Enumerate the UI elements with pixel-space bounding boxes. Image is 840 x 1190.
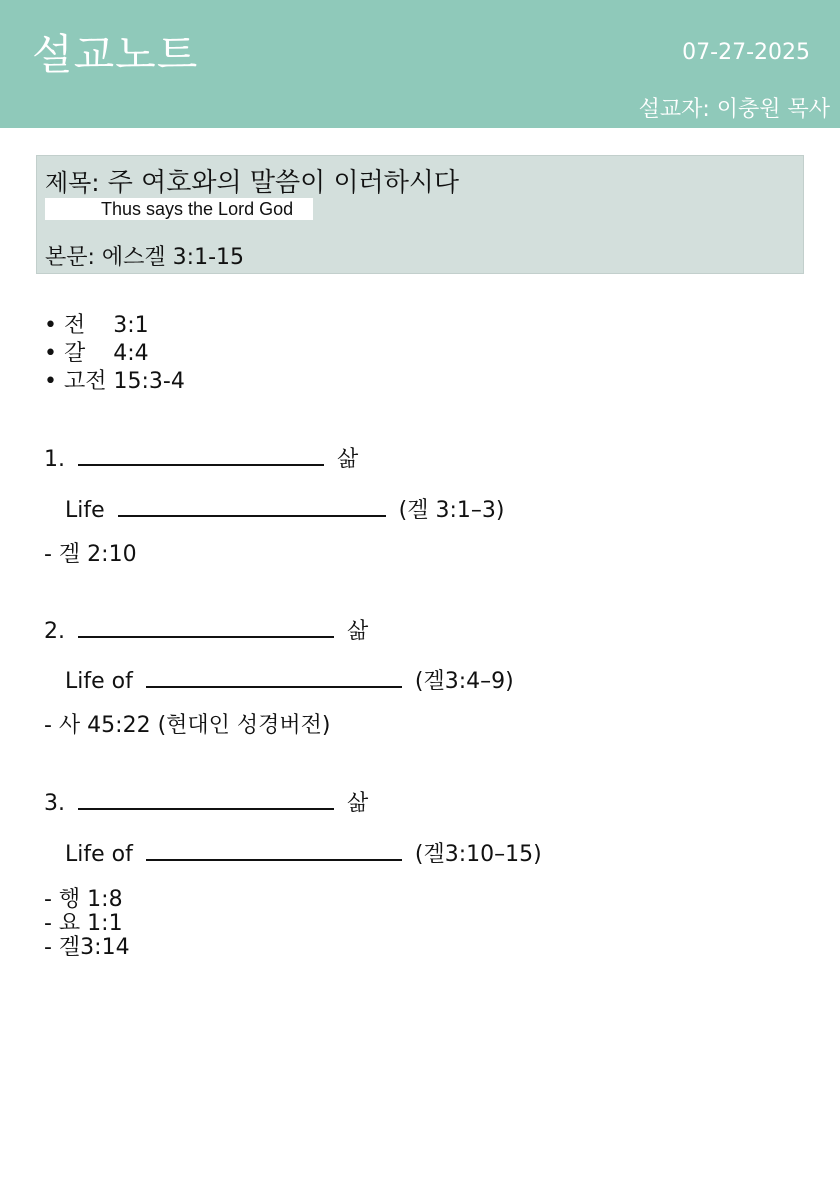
point-2-life-line bbox=[65, 664, 514, 695]
fill-in-blank[interactable] bbox=[78, 788, 334, 810]
reference-item: • 전 3:1 bbox=[44, 313, 149, 338]
fill-in-blank[interactable] bbox=[78, 444, 324, 466]
point-1-heading bbox=[44, 442, 358, 473]
point-2-heading bbox=[44, 614, 368, 645]
fill-in-blank[interactable] bbox=[78, 616, 334, 638]
sermon-subtitle: Thus says the Lord God bbox=[101, 199, 294, 219]
reference-item: • 갈 4:4 bbox=[44, 341, 149, 366]
life-prefix: Life of bbox=[65, 842, 133, 867]
note-item: - 요 1:1 bbox=[44, 911, 123, 936]
reference-item: • 고전 15:3-4 bbox=[44, 369, 185, 394]
subtitle-box bbox=[45, 198, 313, 220]
point-3-heading bbox=[44, 786, 368, 817]
point-1-notes bbox=[44, 543, 137, 567]
sermon-title-line bbox=[45, 162, 459, 199]
fill-in-blank[interactable] bbox=[146, 666, 402, 688]
reference-list bbox=[44, 312, 185, 396]
title-label: 제목: bbox=[45, 169, 100, 197]
point-number: 3. bbox=[44, 791, 65, 816]
point-number: 1. bbox=[44, 447, 65, 472]
life-reference: (겔 3:1–3) bbox=[398, 498, 505, 523]
sermon-title: 주 여호와의 말씀이 이러하시다 bbox=[107, 168, 460, 198]
note-item: - 겔3:14 bbox=[44, 935, 130, 960]
point-1-life-line bbox=[65, 493, 504, 524]
point-suffix: 삶 bbox=[347, 619, 369, 644]
point-3-life-line bbox=[65, 837, 542, 868]
note-item: - 행 1:8 bbox=[44, 887, 123, 912]
fill-in-blank[interactable] bbox=[146, 839, 402, 861]
point-2-notes bbox=[44, 714, 331, 738]
point-3-notes bbox=[44, 888, 130, 960]
fill-in-blank[interactable] bbox=[118, 495, 386, 517]
passage-text: 에스겔 3:1-15 bbox=[101, 245, 245, 270]
life-prefix: Life bbox=[65, 498, 105, 523]
preacher-name: 설교자: 이충원 목사 bbox=[638, 97, 830, 122]
life-reference: (겔3:4–9) bbox=[414, 669, 514, 694]
point-suffix: 삶 bbox=[347, 791, 369, 816]
life-reference: (겔3:10–15) bbox=[414, 842, 542, 867]
point-suffix: 삶 bbox=[337, 447, 359, 472]
life-prefix: Life of bbox=[65, 669, 133, 694]
passage-label: 본문: bbox=[45, 245, 95, 270]
sermon-date: 07-27-2025 bbox=[682, 40, 810, 65]
sermon-title-box bbox=[36, 155, 804, 274]
page-title: 설교노트 bbox=[32, 30, 199, 79]
passage-line bbox=[45, 240, 244, 271]
header-banner bbox=[0, 0, 840, 128]
note-item: - 사 45:22 (현대인 성경버전) bbox=[44, 713, 331, 738]
point-number: 2. bbox=[44, 619, 65, 644]
note-item: - 겔 2:10 bbox=[44, 542, 137, 567]
